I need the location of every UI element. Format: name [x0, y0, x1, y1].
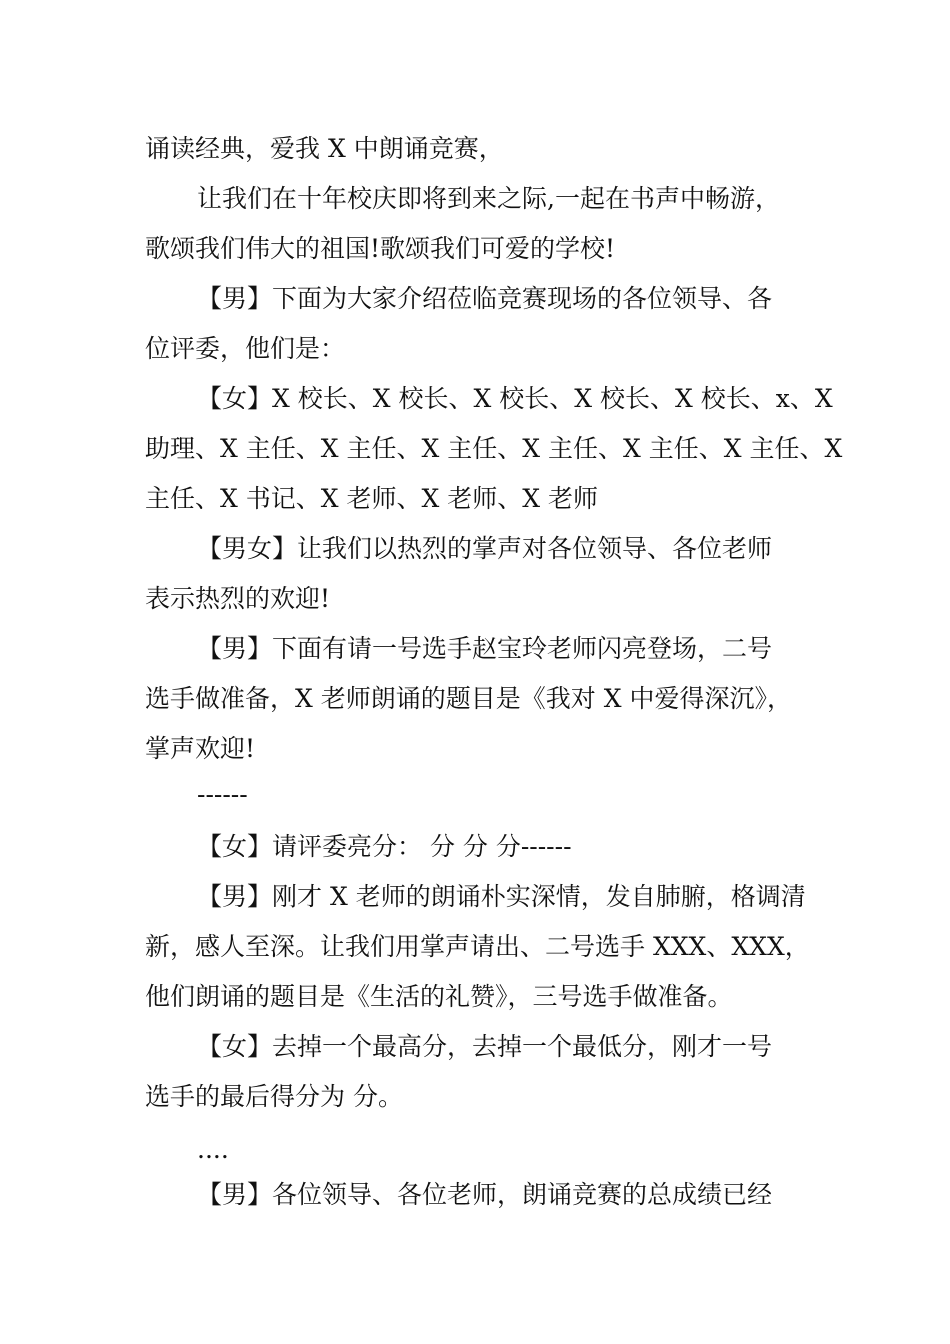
text-line: 让我们在十年校庆即将到来之际,一起在书声中畅游，	[197, 184, 780, 213]
text-line: 他们朗诵的题目是《生活的礼赞》，三号选手做准备。	[145, 982, 733, 1011]
text-line: 【男女】让我们以热烈的掌声对各位领导、各位老师	[197, 534, 773, 563]
paragraph-male-first-contestant	[145, 624, 810, 774]
text-line: 【男】下面有请一号选手赵宝玲老师闪亮登场，二号	[197, 634, 773, 663]
paragraph-male-total	[145, 1170, 810, 1220]
ellipsis-dots: ....	[197, 1135, 229, 1164]
text-line: 选手的最后得分为 分。	[145, 1082, 403, 1111]
text-line: 【男】各位领导、各位老师，朗诵竞赛的总成绩已经	[197, 1180, 773, 1209]
text-line: 诵读经典，爱我 X 中朗诵竞赛，	[145, 134, 504, 163]
text-line: 位评委，他们是：	[145, 334, 346, 363]
paragraph-intro	[145, 124, 810, 174]
text-line: 主任、X 书记、X 老师、X 老师、X 老师	[145, 484, 598, 513]
text-line: 掌声欢迎!	[145, 734, 256, 763]
paragraph-separator	[145, 770, 810, 820]
text-line: 【女】请评委亮分： 分 分 分------	[197, 832, 572, 861]
paragraph-ellipsis	[145, 1125, 810, 1175]
text-line: 【男】刚才 X 老师的朗诵朴实深情，发自肺腑，格调清	[197, 882, 806, 911]
text-line: 表示热烈的欢迎!	[145, 584, 331, 613]
paragraph-both-welcome	[145, 524, 810, 624]
text-line: 新，感人至深。让我们用掌声请出、二号选手 XXX、XXX，	[145, 932, 810, 961]
paragraph-female-scores	[145, 822, 810, 872]
text-line: 【男】下面为大家介绍莅临竞赛现场的各位领导、各	[197, 284, 773, 313]
text-line: 【女】去掉一个最高分，去掉一个最低分，刚才一号	[197, 1032, 773, 1061]
text-line: 助理、X 主任、X 主任、X 主任、X 主任、X 主任、X 主任、X	[145, 434, 843, 463]
paragraph-male-comment	[145, 872, 810, 1022]
text-line: 选手做准备，X 老师朗诵的题目是《我对 X 中爱得深沉》，	[145, 684, 792, 713]
paragraph-female-final-score	[145, 1022, 810, 1122]
paragraph-celebration	[145, 174, 810, 274]
paragraph-male-introduce	[145, 274, 810, 374]
text-line: 【女】X 校长、X 校长、X 校长、X 校长、X 校长、x、X	[197, 384, 833, 413]
paragraph-female-leaders	[145, 374, 843, 524]
separator-dashes: ------	[197, 780, 248, 809]
text-line: 歌颂我们伟大的祖国!歌颂我们可爱的学校!	[145, 234, 616, 263]
